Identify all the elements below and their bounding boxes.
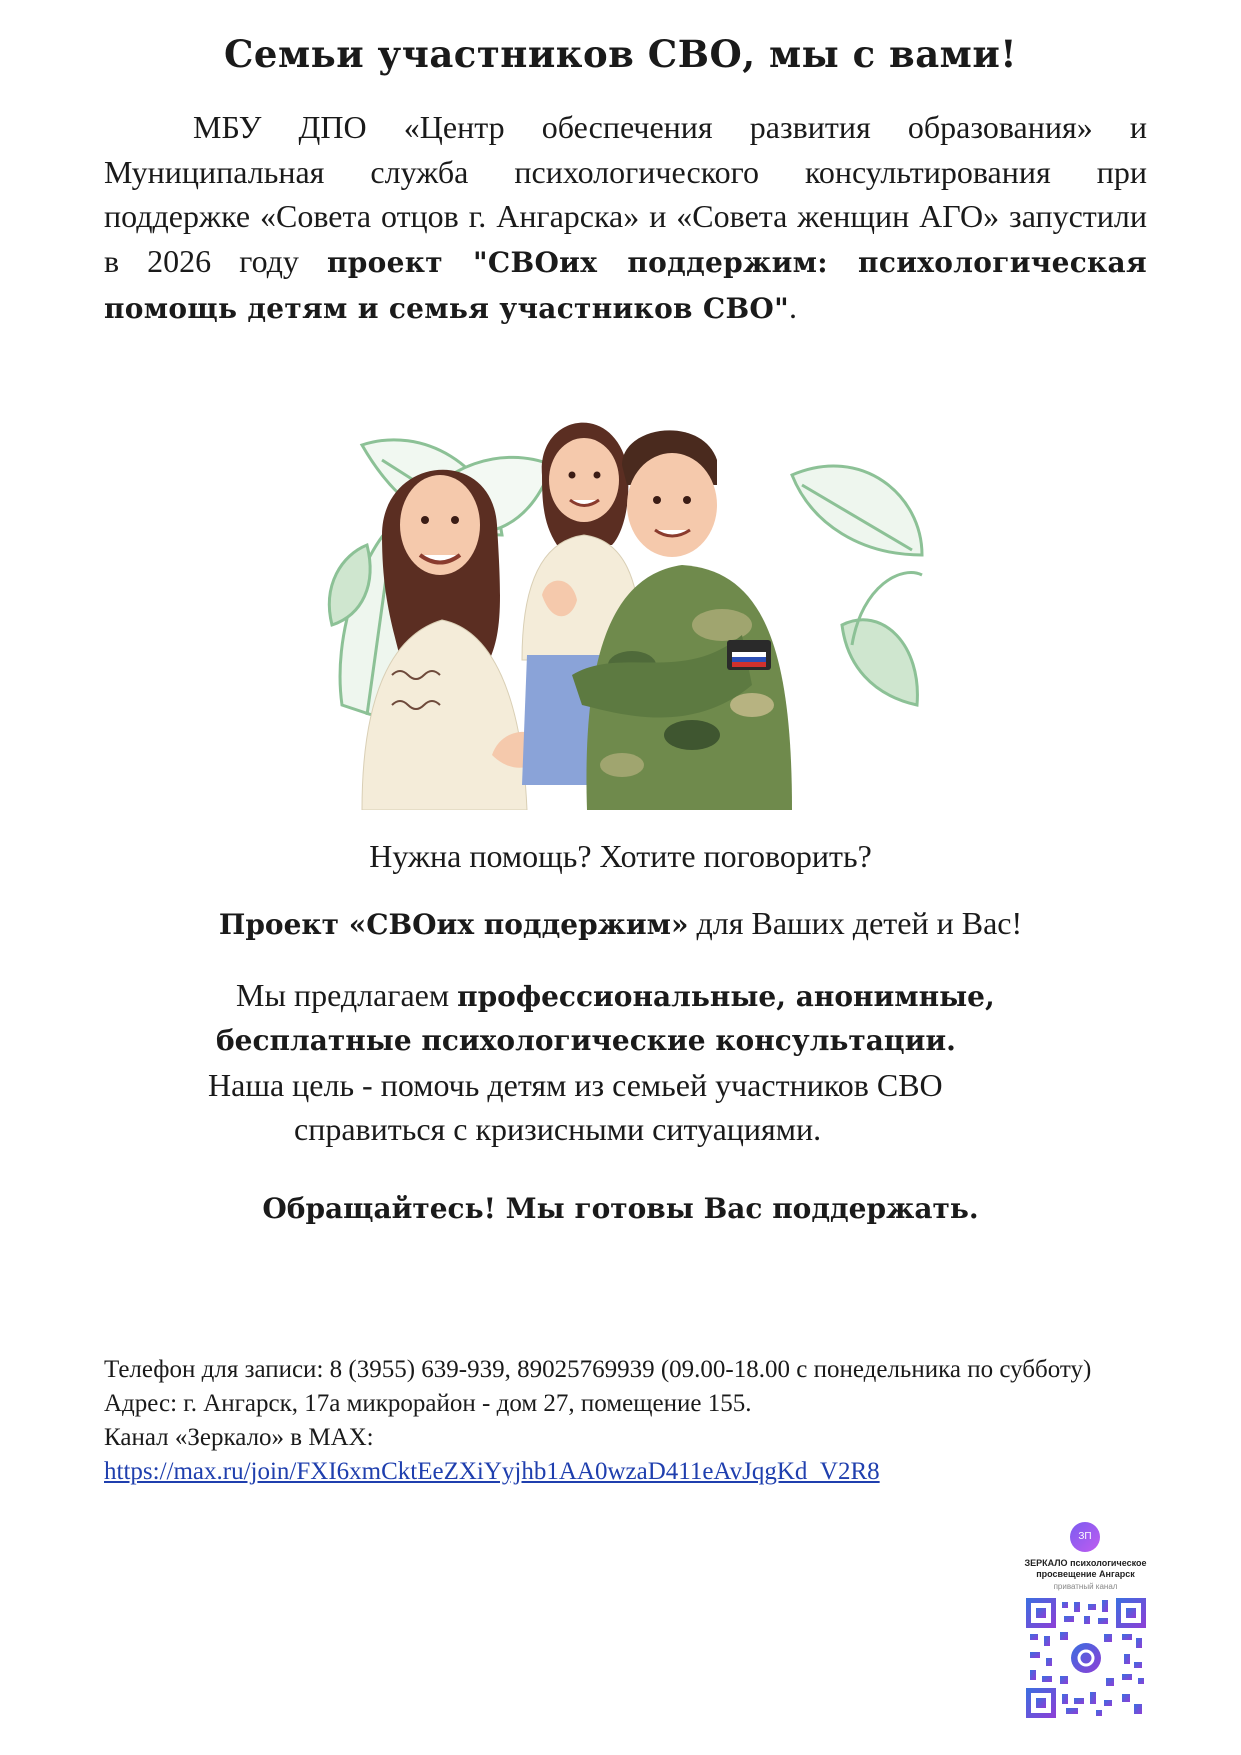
page-title: Семьи участников СВО, мы с вами! — [223, 32, 1018, 76]
address-line: Адрес: г. Ангарск, 17а микрорайон - дом 27, помещение 155. — [104, 1390, 752, 1417]
project-line-plain: для Ваших детей и Вас! — [688, 905, 1023, 941]
channel-sub: приватный канал — [1053, 1582, 1118, 1591]
offer-line-2: бесплатные психологические консультации. — [216, 1024, 956, 1057]
project-name: проект "СВОих поддержим: психологическая помощь детям и семья участников СВО" — [104, 245, 1147, 325]
intro-text: МБУ ДПО «Центр обеспечения развития образования» и Муниципальная служба психологического консультирования при поддержке «Совета отцов г. Ангарска» и «Совета женщин АГО» запустили в 2026 году — [104, 109, 1147, 279]
phone-line: Телефон для записи: 8 (3955) 639-939, 89025769939 (09.00-18.00 с понедельника по субботу) — [104, 1356, 1092, 1383]
project-line-bold: Проект «СВОих поддержим» — [218, 908, 689, 941]
question-line: Нужна помощь? Хотите поговорить? — [369, 838, 872, 874]
family-illustration — [322, 405, 932, 810]
goal-line-1: Наша цель - помочь детям из семьей участников СВО — [208, 1067, 943, 1103]
qr-card — [1018, 1522, 1163, 1747]
offer-line-1: Мы предлагаем профессиональные, анонимные, — [236, 977, 995, 1013]
channel-avatar: ЗП — [1070, 1522, 1100, 1552]
call-to-action: Обращайтесь! Мы готовы Вас поддержать. — [262, 1192, 979, 1225]
channel-name: ЗЕРКАЛО психологическое просвещение Ангарск — [1024, 1558, 1147, 1579]
intro-paragraph: МБУ ДПО «Центр обеспечения развития образования» и Муниципальная служба психологического консультирования при поддержке «Совета отцов г. Ангарска» и «Совета женщин АГО» запустили в 2026 году проект "СВОих поддержим: психологическая помощь детям и семья участников СВО". — [104, 109, 1147, 325]
project-line — [0, 905, 1241, 942]
channel-line: Канал «Зеркало» в MAX: — [104, 1424, 374, 1451]
channel-link[interactable]: https://max.ru/join/FXI6xmCktEeZXiYyjhb1AA0wzaD411eAvJqgKd_V2R8 — [104, 1458, 880, 1485]
goal-line-2: справиться с кризисными ситуациями. — [294, 1111, 822, 1147]
contacts-block — [104, 1353, 1144, 1489]
qr-code[interactable] — [1026, 1598, 1146, 1718]
offer-block — [0, 973, 1241, 1151]
